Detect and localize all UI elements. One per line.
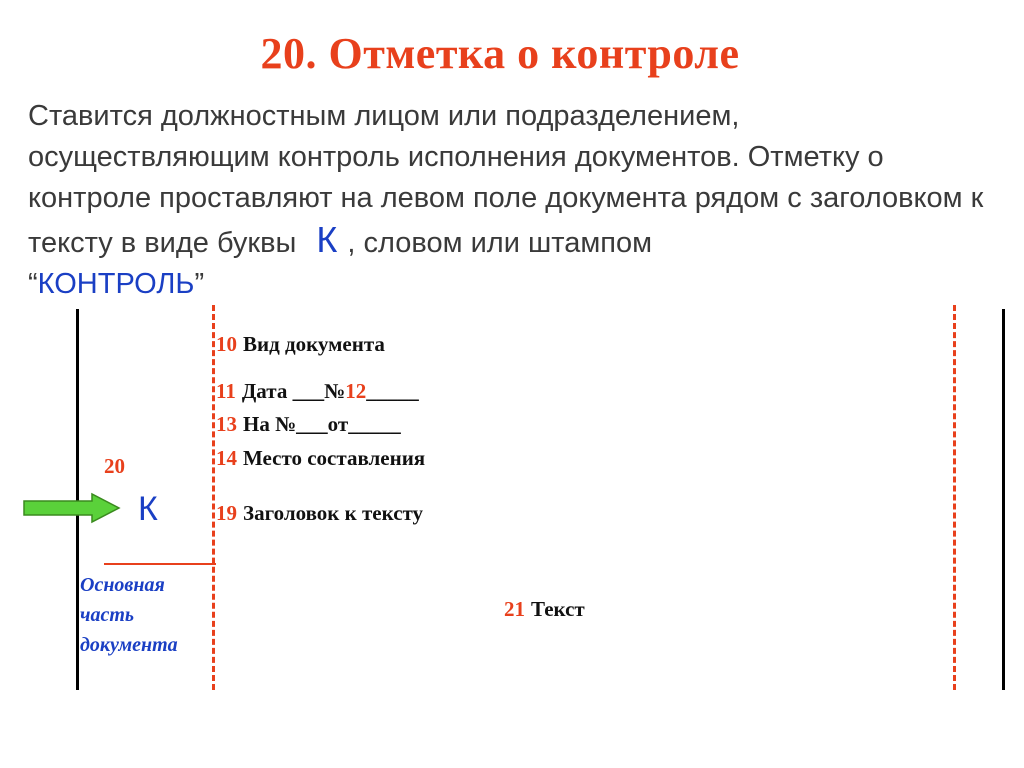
field-number: 11	[216, 379, 236, 403]
description-paragraph	[28, 96, 988, 305]
field-number: 10	[216, 332, 237, 356]
field-number: 13	[216, 412, 237, 436]
field-label: На №___от_____	[243, 412, 401, 436]
field-document-type	[216, 332, 385, 357]
document-right-edge	[1002, 309, 1005, 690]
field-label: Заголовок к тексту	[243, 501, 424, 525]
main-part-line: часть	[80, 604, 135, 626]
field-reference	[216, 412, 401, 437]
field-label: Место составления	[243, 446, 426, 470]
field-place	[216, 446, 425, 471]
field-number: 14	[216, 446, 237, 470]
field-text-heading	[216, 501, 423, 526]
field-text	[504, 597, 585, 622]
description-text-part1: Ставится должностным лицом или подразделением, осуществляющим контроль исполнения документов. Отметку о контроле проставляют на левом поле документа рядом с заголовком к тексту в виде буквы	[28, 100, 984, 259]
field-date-number	[216, 379, 419, 404]
stamp-open-quote: “	[28, 268, 38, 300]
field-number: 21	[504, 597, 525, 621]
main-part-divider	[104, 563, 216, 565]
field-label: Дата ___№	[241, 379, 346, 403]
field-label-tail: _____	[366, 379, 419, 403]
green-arrow-icon	[22, 492, 122, 524]
slide-title: 20. Отметка о контроле	[260, 29, 740, 78]
field-label: Вид документа	[243, 332, 385, 356]
field-inline-number: 12	[345, 379, 367, 403]
stamp-word: КОНТРОЛЬ	[37, 268, 195, 300]
control-field-number: 20	[104, 454, 125, 478]
description-text-part2: , словом или штампом	[347, 227, 653, 259]
right-margin-dashed-line	[953, 305, 956, 690]
main-part-line: Основная	[80, 574, 165, 596]
main-part-line: документа	[80, 634, 178, 656]
control-letter-k: К	[316, 219, 338, 260]
control-mark-k: К	[138, 490, 158, 528]
main-part-label	[80, 570, 220, 660]
stamp-close-quote: ”	[194, 268, 205, 300]
field-label: Текст	[531, 597, 585, 621]
field-number: 19	[216, 501, 237, 525]
